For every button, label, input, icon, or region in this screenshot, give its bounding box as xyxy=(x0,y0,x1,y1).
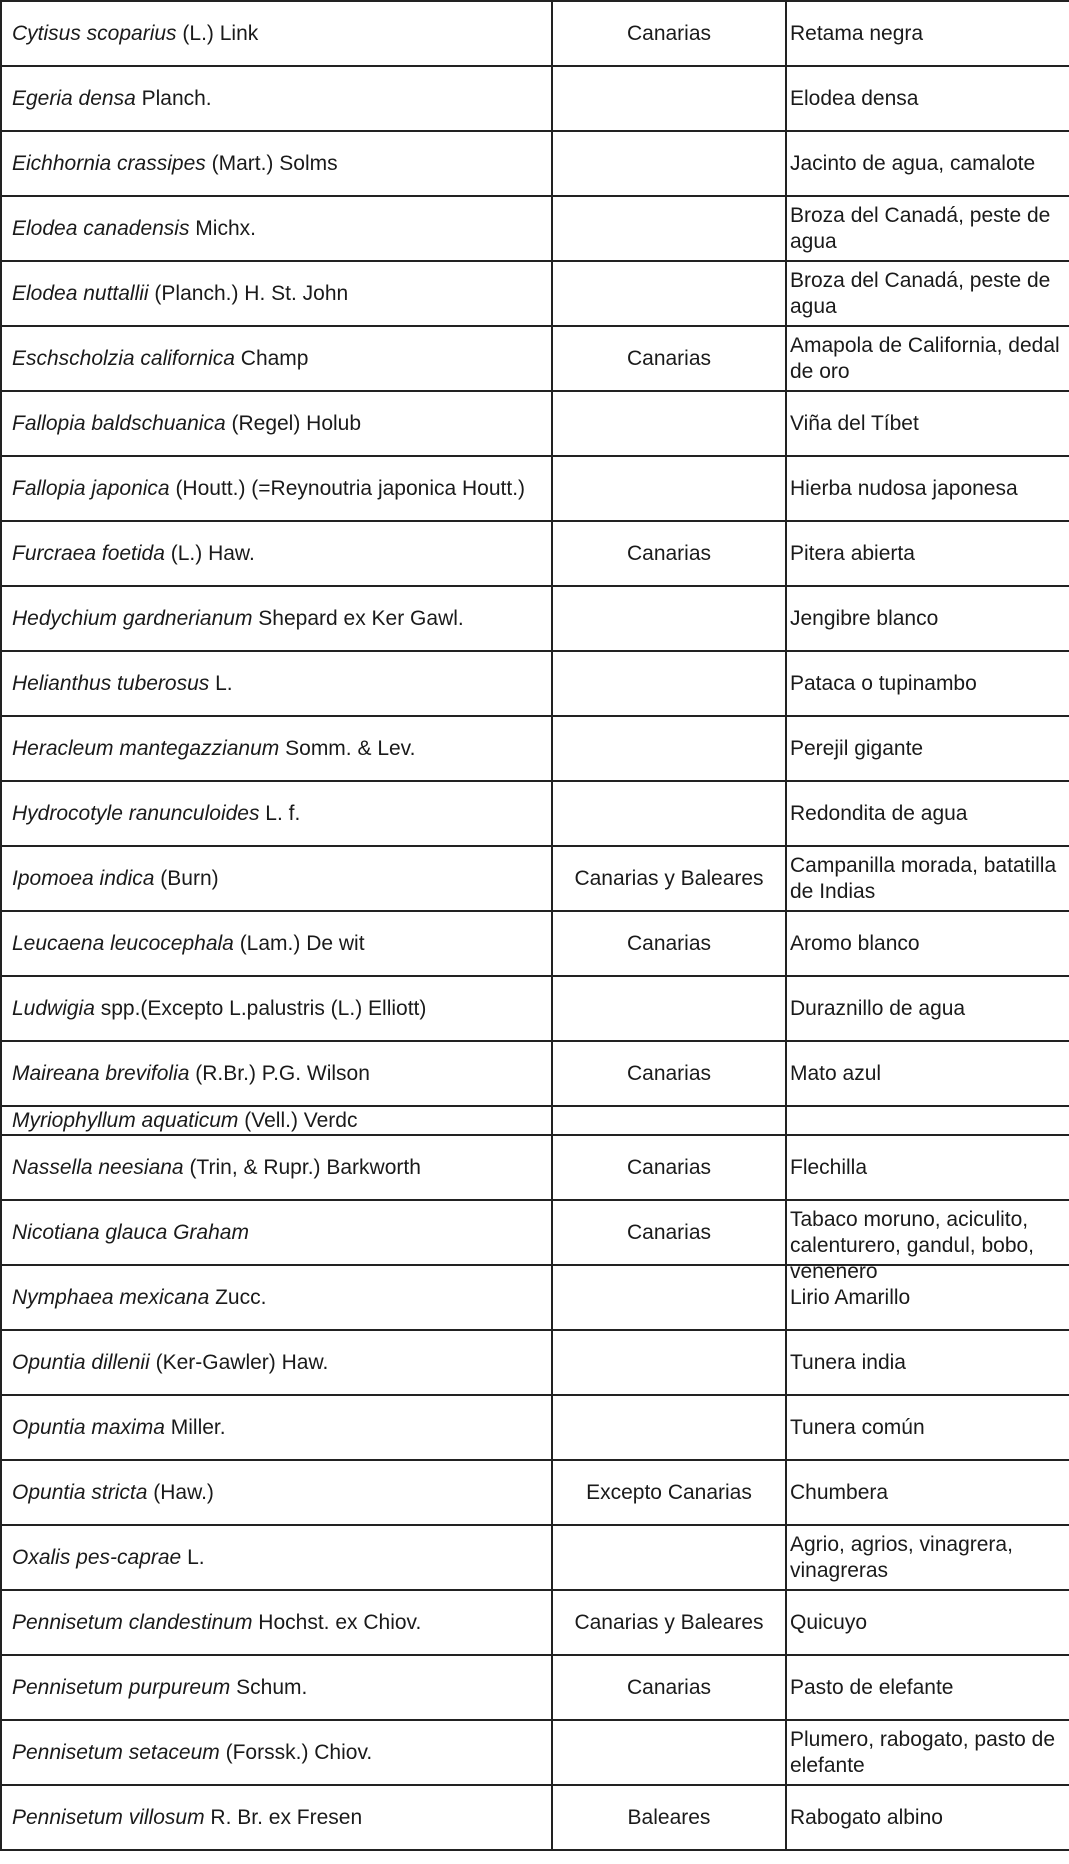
table-row xyxy=(1,1785,1069,1850)
species-genus: Fallopia baldschuanica xyxy=(12,411,226,435)
table-row xyxy=(1,1525,1069,1590)
common-name-text: Flechilla xyxy=(790,1155,868,1179)
common-name-cell xyxy=(786,326,1069,391)
species-genus: Eschscholzia californica xyxy=(12,346,235,370)
region-text: Canarias xyxy=(626,541,712,565)
species-rows xyxy=(1,1,1069,1850)
species-genus: Nymphaea mexicana xyxy=(12,1285,210,1309)
species-genus: Pennisetum villosum xyxy=(12,1805,205,1829)
region-cell xyxy=(552,326,786,391)
common-name-cell xyxy=(786,651,1069,716)
common-name-cell xyxy=(786,1395,1069,1460)
common-name-cell xyxy=(786,1330,1069,1395)
common-name-text: Broza del Canadá, peste de agua xyxy=(790,203,1051,253)
common-name-cell xyxy=(786,66,1069,131)
species-name-cell xyxy=(1,1720,552,1785)
species-author: (R.Br.) P.G. Wilson xyxy=(189,1061,370,1085)
species-genus: Nassella neesiana xyxy=(12,1155,184,1179)
species-name-cell xyxy=(1,976,552,1041)
species-author: (Trin, & Rupr.) Barkworth xyxy=(183,1155,421,1179)
common-name-text: Aromo blanco xyxy=(790,931,920,955)
region-text: Canarias xyxy=(626,21,712,45)
species-genus: Furcraea foetida xyxy=(12,541,165,565)
species-name-cell xyxy=(1,1200,552,1265)
common-name-cell xyxy=(786,781,1069,846)
common-name-text: Pasto de elefante xyxy=(790,1675,954,1699)
species-name-cell xyxy=(1,846,552,911)
species-genus: Hedychium gardnerianum xyxy=(12,606,253,630)
common-name-text: Amapola de California, dedal de oro xyxy=(790,333,1060,383)
species-genus: Elodea nuttallii xyxy=(12,281,149,305)
species-genus: Ipomoea indica xyxy=(12,866,155,890)
table-row xyxy=(1,1720,1069,1785)
region-cell xyxy=(552,1135,786,1200)
common-name-text: Retama negra xyxy=(790,21,924,45)
region-text: Canarias xyxy=(626,931,712,955)
common-name-cell xyxy=(786,1106,1069,1135)
common-name-text: Broza del Canadá, peste de agua xyxy=(790,268,1051,318)
common-name-text: Campanilla morada, batatilla de Indias xyxy=(790,853,1057,903)
common-name-text: Elodea densa xyxy=(790,86,919,110)
species-name-cell xyxy=(1,1655,552,1720)
region-text: Canarias xyxy=(626,1155,712,1179)
common-name-cell xyxy=(786,716,1069,781)
species-author: (Regel) Holub xyxy=(225,411,362,435)
species-author: Zucc. xyxy=(209,1285,267,1309)
region-cell xyxy=(552,1330,786,1395)
table-row xyxy=(1,976,1069,1041)
species-name-cell xyxy=(1,456,552,521)
species-name-cell xyxy=(1,326,552,391)
common-name-cell xyxy=(786,1720,1069,1785)
table-row xyxy=(1,261,1069,326)
common-name-cell xyxy=(786,1041,1069,1106)
species-author: (Forssk.) Chiov. xyxy=(219,1740,373,1764)
common-name-cell xyxy=(786,1,1069,66)
common-name-text: Perejil gigante xyxy=(790,736,924,760)
species-name-cell xyxy=(1,781,552,846)
species-name-cell xyxy=(1,391,552,456)
table-row xyxy=(1,846,1069,911)
common-name-text: Tabaco moruno, aciculito, calenturero, gandul, bobo, venenero xyxy=(790,1207,1035,1283)
species-author: L. xyxy=(181,1545,205,1569)
region-cell xyxy=(552,911,786,976)
table-row xyxy=(1,651,1069,716)
common-name-cell xyxy=(786,586,1069,651)
region-cell xyxy=(552,1460,786,1525)
region-cell xyxy=(552,456,786,521)
common-name-cell xyxy=(786,131,1069,196)
table-row xyxy=(1,1330,1069,1395)
species-author: Schum. xyxy=(230,1675,308,1699)
region-cell xyxy=(552,716,786,781)
table-row xyxy=(1,1655,1069,1720)
species-author: (L.) Link xyxy=(176,21,259,45)
region-cell xyxy=(552,1200,786,1265)
common-name-cell xyxy=(786,1590,1069,1655)
species-author: L. f. xyxy=(259,801,301,825)
species-genus: Nicotiana glauca Graham xyxy=(12,1220,249,1244)
table-row xyxy=(1,391,1069,456)
species-genus: Opuntia dillenii xyxy=(12,1350,150,1374)
species-genus: Opuntia maxima xyxy=(12,1415,165,1439)
region-cell xyxy=(552,1265,786,1330)
species-genus: Ludwigia xyxy=(12,996,95,1020)
region-cell xyxy=(552,1590,786,1655)
common-name-text: Viña del Tíbet xyxy=(790,411,919,435)
species-genus: Fallopia japonica xyxy=(12,476,170,500)
common-name-text: Pitera abierta xyxy=(790,541,915,565)
common-name-text: Tunera común xyxy=(790,1415,925,1439)
region-cell xyxy=(552,196,786,261)
region-text: Canarias xyxy=(626,1675,712,1699)
species-author: (L.) Haw. xyxy=(164,541,255,565)
species-name-cell xyxy=(1,651,552,716)
common-name-cell xyxy=(786,1655,1069,1720)
species-author: Miller. xyxy=(164,1415,226,1439)
table-row xyxy=(1,521,1069,586)
species-author: Somm. & Lev. xyxy=(279,736,416,760)
region-cell xyxy=(552,1,786,66)
species-author: (Haw.) xyxy=(147,1480,214,1504)
common-name-cell xyxy=(786,1525,1069,1590)
table-row xyxy=(1,456,1069,521)
region-cell xyxy=(552,391,786,456)
table-row xyxy=(1,1590,1069,1655)
table-row xyxy=(1,586,1069,651)
species-genus: Heracleum mantegazzianum xyxy=(12,736,280,760)
table-row xyxy=(1,66,1069,131)
region-text: Canarias y Baleares xyxy=(574,866,764,890)
common-name-text: Rabogato albino xyxy=(790,1805,943,1829)
species-author: Champ xyxy=(234,346,309,370)
species-name-cell xyxy=(1,1041,552,1106)
region-text: Canarias xyxy=(626,346,712,370)
table-row xyxy=(1,1265,1069,1330)
species-name-cell xyxy=(1,1460,552,1525)
species-genus: Egeria densa xyxy=(12,86,136,110)
species-genus: Helianthus tuberosus xyxy=(12,671,210,695)
common-name-text: Plumero, rabogato, pasto de elefante xyxy=(790,1727,1056,1777)
region-text: Canarias xyxy=(626,1220,712,1244)
species-name-cell xyxy=(1,196,552,261)
species-author: (Burn) xyxy=(154,866,219,890)
species-author: (Planch.) H. St. John xyxy=(148,281,349,305)
species-name-cell xyxy=(1,586,552,651)
region-text: Excepto Canarias xyxy=(586,1480,752,1504)
table-row xyxy=(1,326,1069,391)
region-text: Canarias y Baleares xyxy=(574,1610,764,1634)
region-cell xyxy=(552,651,786,716)
species-genus: Cytisus scoparius xyxy=(12,21,177,45)
species-name-cell xyxy=(1,1525,552,1590)
common-name-cell xyxy=(786,391,1069,456)
species-author: L. xyxy=(209,671,233,695)
region-cell xyxy=(552,586,786,651)
species-name-cell xyxy=(1,1106,552,1135)
table-row xyxy=(1,1200,1069,1265)
region-text: Canarias xyxy=(626,1061,712,1085)
region-cell xyxy=(552,1720,786,1785)
common-name-cell xyxy=(786,521,1069,586)
common-name-text: Tunera india xyxy=(790,1350,906,1374)
region-cell xyxy=(552,521,786,586)
region-cell xyxy=(552,1525,786,1590)
common-name-cell xyxy=(786,1135,1069,1200)
species-genus: Oxalis pes-caprae xyxy=(12,1545,182,1569)
species-genus: Pennisetum setaceum xyxy=(12,1740,220,1764)
region-cell xyxy=(552,976,786,1041)
table-row xyxy=(1,1135,1069,1200)
common-name-text: Hierba nudosa japonesa xyxy=(790,476,1018,500)
common-name-cell xyxy=(786,1785,1069,1850)
species-genus: Maireana brevifolia xyxy=(12,1061,190,1085)
common-name-text: Jengibre blanco xyxy=(790,606,939,630)
species-author: (Houtt.) (=Reynoutria japonica Houtt.) xyxy=(169,476,526,500)
common-name-cell xyxy=(786,976,1069,1041)
species-genus: Leucaena leucocephala xyxy=(12,931,234,955)
species-name-cell xyxy=(1,1590,552,1655)
region-cell xyxy=(552,131,786,196)
species-author: Shepard ex Ker Gawl. xyxy=(252,606,464,630)
region-cell xyxy=(552,1785,786,1850)
species-name-cell xyxy=(1,1330,552,1395)
species-name-cell xyxy=(1,1395,552,1460)
table-row xyxy=(1,196,1069,261)
region-cell xyxy=(552,1106,786,1135)
common-name-cell xyxy=(786,1200,1069,1283)
common-name-text: Agrio, agrios, vinagrera, vinagreras xyxy=(790,1532,1013,1582)
species-name-cell xyxy=(1,716,552,781)
species-author: (Vell.) Verdc xyxy=(238,1108,358,1132)
region-cell xyxy=(552,781,786,846)
common-name-text: Chumbera xyxy=(790,1480,889,1504)
common-name-text: Lirio Amarillo xyxy=(790,1285,911,1309)
species-author: Michx. xyxy=(189,216,256,240)
region-cell xyxy=(552,66,786,131)
species-author: Planch. xyxy=(135,86,212,110)
common-name-text: Duraznillo de agua xyxy=(790,996,966,1020)
common-name-text: Mato azul xyxy=(790,1061,882,1085)
table-row xyxy=(1,716,1069,781)
species-name-cell xyxy=(1,131,552,196)
common-name-cell xyxy=(786,196,1069,261)
table-row xyxy=(1,131,1069,196)
common-name-cell xyxy=(786,846,1069,911)
species-author: R. Br. ex Fresen xyxy=(204,1805,363,1829)
species-author: Hochst. ex Chiov. xyxy=(252,1610,422,1634)
species-author: (Lam.) De wit xyxy=(233,931,365,955)
species-genus: Myriophyllum aquaticum xyxy=(12,1108,239,1132)
table-row xyxy=(1,911,1069,976)
species-author: spp.(Excepto L.palustris (L.) Elliott) xyxy=(94,996,427,1020)
table-row xyxy=(1,1395,1069,1460)
species-name-cell xyxy=(1,66,552,131)
region-cell xyxy=(552,846,786,911)
common-name-cell xyxy=(786,911,1069,976)
species-genus: Opuntia stricta xyxy=(12,1480,148,1504)
table-row xyxy=(1,1106,1069,1135)
common-name-text: Jacinto de agua, camalote xyxy=(790,151,1036,175)
common-name-text: Quicuyo xyxy=(790,1610,868,1634)
species-genus: Eichhornia crassipes xyxy=(12,151,206,175)
species-name-cell xyxy=(1,521,552,586)
species-name-cell xyxy=(1,911,552,976)
species-genus: Hydrocotyle ranunculoides xyxy=(12,801,260,825)
common-name-cell xyxy=(786,261,1069,326)
region-cell xyxy=(552,1041,786,1106)
common-name-cell xyxy=(786,1460,1069,1525)
species-name-cell xyxy=(1,261,552,326)
species-author: (Mart.) Solms xyxy=(205,151,338,175)
species-name-cell xyxy=(1,1135,552,1200)
species-name-cell xyxy=(1,1,552,66)
species-name-cell xyxy=(1,1265,552,1330)
common-name-text: Redondita de agua xyxy=(790,801,968,825)
region-cell xyxy=(552,1655,786,1720)
species-genus: Pennisetum clandestinum xyxy=(12,1610,253,1634)
species-author: (Ker-Gawler) Haw. xyxy=(149,1350,329,1374)
region-cell xyxy=(552,1395,786,1460)
table-row xyxy=(1,781,1069,846)
common-name-cell xyxy=(786,456,1069,521)
species-genus: Pennisetum purpureum xyxy=(12,1675,231,1699)
region-text: Baleares xyxy=(627,1805,711,1829)
table-row xyxy=(1,1460,1069,1525)
common-name-text: Pataca o tupinambo xyxy=(790,671,977,695)
table-row xyxy=(1,1,1069,66)
species-genus: Elodea canadensis xyxy=(12,216,190,240)
species-name-cell xyxy=(1,1785,552,1850)
table-row xyxy=(1,1041,1069,1106)
region-cell xyxy=(552,261,786,326)
